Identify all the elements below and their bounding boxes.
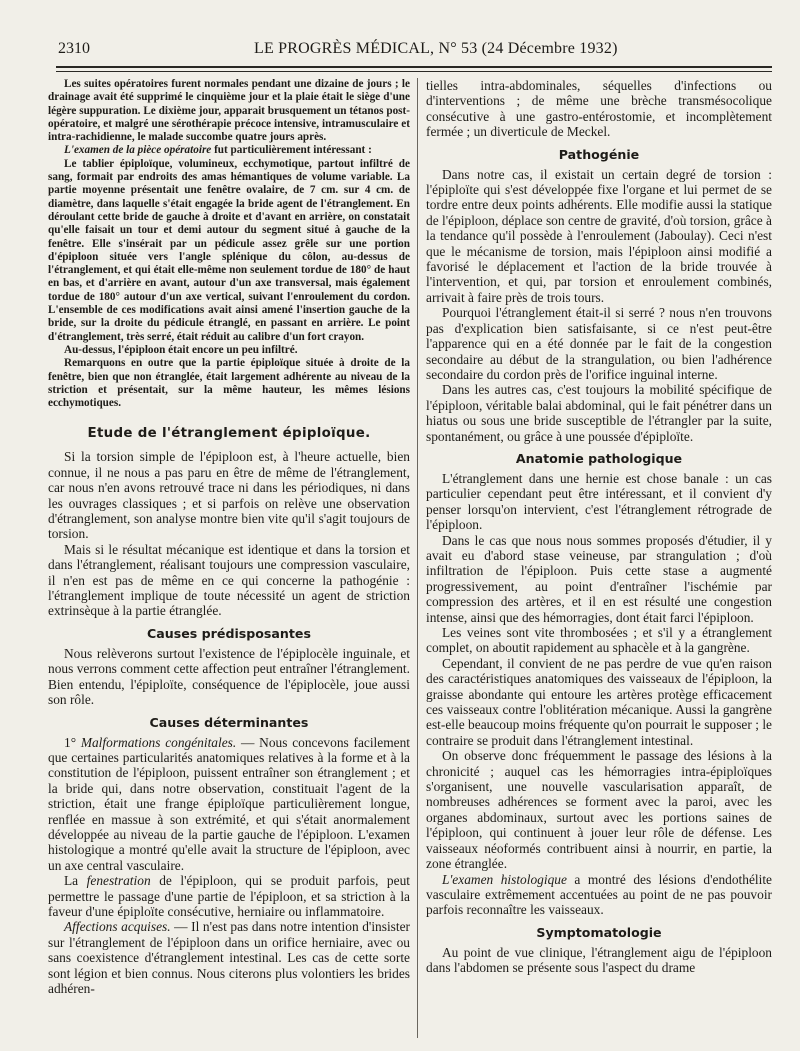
paragraph: Si la torsion simple de l'épiploon est, à l'heure actuelle, bien connue, il ne nous a pas paru en être de même de l'étranglement, car nous n'en avons retrouvé trace ni dans les périodiques, ni dans les ouvrages classiques ; et si parfois on relève une observation d'étranglement, son analyse montre bien vite qu'il s'agit toujours de torsion. (48, 449, 410, 542)
header-rule-thick (56, 66, 772, 68)
running-header (58, 40, 770, 62)
italic-phrase: Affections acquises. (64, 919, 171, 935)
body-text (426, 471, 772, 918)
right-column (426, 78, 772, 976)
observation-block (48, 78, 410, 410)
section-heading: Pathogénie (558, 146, 640, 162)
body-text (48, 449, 410, 618)
paragraph-text: — Nous concevons facilement que certaines particularités anatomiques relatives à la forme et à la constitution de l'épiploon, puissent entraîner son étranglement ; et la bride qui, dans notre observation, constituait l'agent de la striction, était une frange épiploïque particulièrement longue, renflée en massue à son extrémité, et qui s'était anormalement développée au niveau de la partie gauche de l'épiploon. L'examen histologique a montré qu'elle avait la structure de l'épiploon, avec un axe central vasculaire. (48, 734, 410, 873)
paragraph: tielles intra-abdominales, séquelles d'infections ou d'interventions ; de même une brèche transmésocolique consécutive à une gastro-entérostomie, et incomplètement fermée ; un diverticule de Meckel. (426, 78, 772, 140)
paragraph-text: de l'épiploon, qui se produit parfois, peut permettre le passage d'une partie de l'épiploon, et sa striction à la faveur d'une épiploïte consécutive, herniaire ou inflammatoire. (48, 873, 410, 919)
paragraph (48, 735, 410, 874)
column-divider (417, 78, 418, 1038)
paragraph: Remarquons en outre que la partie épiploïque située à droite de la fenêtre, bien que non étranglée, était largement adhérente au niveau de la striction et présentait, sur la même hauteur, les mêmes lésions ecchymotiques. (48, 357, 410, 410)
paragraph: On observe donc fréquemment le passage des lésions à la chronicité ; auquel cas les hémorragies intra-épiploïques s'organisent, une nouvelle vascularisation apparaît, de nombreuses adhérences se forment avec la paroi, avec les organes abdominaux, surtout avec les portions saines de l'épiploon, qui continuent à jouer leur rôle de défense. Les vaisseaux néoformés contribuent ainsi à nourrir, en partie, la zone étranglée. (426, 748, 772, 872)
header-rule-thin (56, 71, 772, 72)
paragraph (48, 873, 410, 919)
paragraph: Dans le cas que nous nous sommes proposés d'étudier, il y avait eu d'abord stase veineuse, par strangulation ; d'où infiltration de l'épiploon. Puis cette stase a augmenté progressivement, au point d'entraîner l'ischémie par compression des artères, et il en est résulté une congestion intense, ainsi que des hémorragies, dont était farci l'épiploon. (426, 532, 772, 625)
section-heading: Anatomie pathologique (515, 450, 683, 466)
italic-phrase: L'examen histologique (442, 871, 567, 887)
paragraph-text: a montré des lésions d'endothélite vasculaire extrêmement accentuées au point de ne pas pouvoir parfois reconnaître les vaisseaux. (426, 871, 772, 918)
body-text (48, 646, 410, 708)
paragraph: Dans notre cas, il existait un certain degré de torsion : l'épiploïte qui s'est développée fixe l'organe et lui permet de se tordre entre deux points adhérents. Elle modifie aussi la statique de l'épiploon, déplace son centre de gravité, d'où torsion, grâce à la tendance qu'il possède à l'enroulement (Jaboulay). Ceci n'est que le mécanisme de torsion, mais l'épiploon ainsi modifié a favorisé le déplacement et l'action de la bride trouvée à l'intervention, et qui, par torsion et enroulement combinés, arrivait à faire près de trois tours. (426, 166, 772, 305)
italic-phrase: L'examen de la pièce opératoire (64, 144, 212, 157)
paragraph (48, 919, 410, 996)
section-heading: Symptomatologie (536, 924, 662, 940)
paragraph: Pourquoi l'étranglement était-il si serré ? nous n'en trouvons pas d'explication bien satisfaisante, si ce n'est peut-être l'apparence qui en a été donnée par le fait de la congestion secondaire au début de la strangulation, ou bien l'adhérence secondaire du cordon près de l'orifice inguinal interne. (426, 305, 772, 382)
italic-phrase: Malformations congénitales. (80, 734, 237, 750)
paragraph: Dans les autres cas, c'est toujours la mobilité spécifique de l'épiploon, véritable balai abdominal, qui le fait pénétrer dans un hiatus ou sous une bride susceptible de l'étrangler par la suite, spontanément, ou grâce à une poussée d'épiploïte. (426, 382, 772, 444)
section-heading: Etude de l'étranglement épiploïque. (87, 426, 371, 442)
list-number: 1° (64, 734, 81, 750)
journal-title: LE PROGRÈS MÉDICAL, N° 53 (24 Décembre 1932) (254, 40, 618, 57)
paragraph: Mais si le résultat mécanique est identique et dans la torsion et dans l'étranglement, réalisant toujours une compression vasculaire, il n'en est pas de même en ce qui concerne la pathogénie : l'étranglement implique de toute nécessité un agent de striction extrinsèque à la partie étranglée. (48, 541, 410, 619)
section-heading: Causes déterminantes (149, 714, 309, 730)
body-text (426, 167, 772, 444)
body-text (426, 78, 772, 140)
paragraph: Cependant, il convient de ne pas perdre de vue qu'en raison des caractéristiques anatomiques des vaisseaux de l'épiploon, la graisse abondante qui entoure les artères protège efficacement ces vaisseaux contre l'oblitération mécanique. Aussi la gangrène est-elle beaucoup moins fréquente qu'on pourrait le supposer ; le contraire se produit dans l'étranglement intestinal. (426, 655, 772, 748)
paragraph: Au-dessus, l'épiploon était encore un peu infiltré. (64, 343, 298, 356)
body-text (426, 945, 772, 976)
paragraph-text: — Il n'est pas dans notre intention d'insister sur l'étranglement de l'épiploon dans un orifice herniaire, avec ou sans coexistence d'étranglement intestinal. Les cas de cette sorte sont légion et bien connus. Nous citerons plus volontiers les brides adhéren- (48, 919, 410, 997)
paragraph: Les veines sont vite thrombosées ; et s'il y a étranglement complet, on aboutit rapidement au sphacèle et à la gangrène. (426, 625, 772, 656)
paragraph: L'étranglement dans une hernie est chose banale : un cas particulier cependant peut être intéressant, et il convient d'y penser lorsqu'on intervient, c'est l'étranglement rétrograde de l'épiploon. (426, 470, 772, 533)
italic-phrase: fenestration (86, 873, 151, 889)
left-column (48, 78, 410, 996)
paragraph: Le tablier épiploïque, volumineux, ecchymotique, partout infiltré de sang, formait par endroits des amas hémantiques de volume variable. La partie moyenne présentait une fenêtre ovalaire, de 7 cm. sur 4 cm. de diamètre, dans laquelle s'était engagée la bride agent de l'étranglement. En déroulant cette bride de gauche à droite et d'avant en arrière, on constatait qu'elle faisait un tour et demi autour du segment situé à gauche de la fenêtre. Elle s'insérait par un pédicule assez grêle sur une portion d'épiploon située vers l'angle splénique du côlon, au-dessus de l'étranglement, et qui était elle-même non seulement tordue de 180° de haut en bas, et d'arrière en avant, autour d'un axe transversal, mais également tordue de 180° autour d'un axe vertical, suivant l'enroulement du cordon. L'ensemble de ces modifications avait ainsi amené l'insertion gauche de la bride, sur la droite du pédicule étranglé, en passant en arrière. Le point d'étranglement, très serré, était réduit au calibre d'un fort crayon. (48, 157, 410, 343)
paragraph: Nous relèverons surtout l'existence de l'épiplocèle inguinale, et nous verrons comment cette affection peut entraîner l'étranglement. Bien entendu, l'épiploïte, conséquence de l'épiplocèle, joue aussi son rôle. (48, 645, 410, 708)
paragraph-text: fut particulièrement intéressant : (211, 144, 372, 157)
page-number: 2310 (58, 40, 90, 57)
section-heading: Causes prédisposantes (147, 625, 311, 641)
paragraph (426, 872, 772, 918)
paragraph: Au point de vue clinique, l'étranglement aigu de l'épiploon dans l'abdomen se présente sous l'aspect du drame (426, 944, 772, 976)
body-text (48, 735, 410, 997)
paragraph: Les suites opératoires furent normales pendant une dizaine de jours ; le drainage avait été supprimé le cinquième jour et la plaie était le siège d'une légère suppuration. Le dixième jour, apparait brusquement un tétanos post-opératoire, et malgré une sérothérapie précoce intensive, intramusculaire et intra-rachidienne, le malade succombe quatre jours après. (48, 78, 410, 144)
paragraph (48, 144, 410, 157)
paragraph-text: La (64, 873, 87, 889)
